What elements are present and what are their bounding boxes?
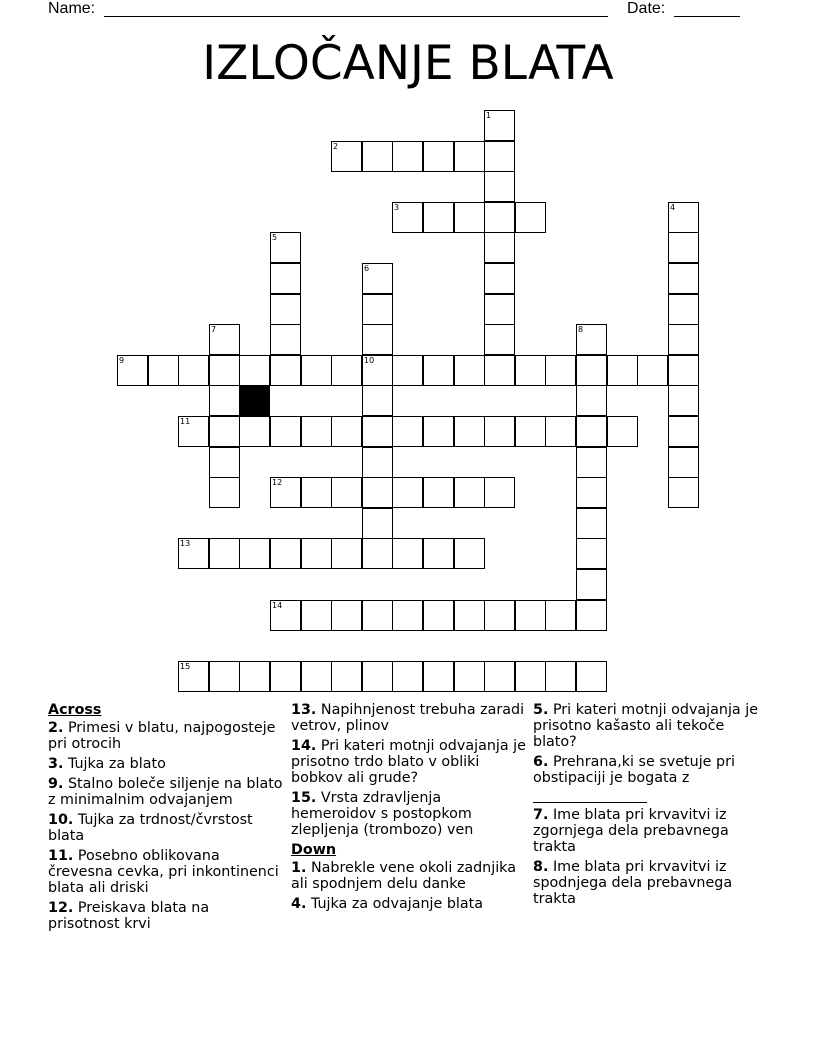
grid-black-cell xyxy=(239,385,270,416)
clue-number-3: 3 xyxy=(394,203,400,212)
grid-cell[interactable] xyxy=(515,355,546,386)
grid-cell[interactable] xyxy=(545,416,576,447)
grid-cell[interactable] xyxy=(392,600,423,631)
clue-across-14: 14. Pri kateri motnji odvajanja je prisotno trdo blato v obliki bobkov ali grude? xyxy=(291,738,526,786)
grid-cell[interactable] xyxy=(362,324,393,355)
date-label: Date: xyxy=(627,0,666,17)
grid-cell[interactable] xyxy=(668,355,699,386)
clues-column-2 xyxy=(291,702,526,916)
grid-cell[interactable] xyxy=(576,477,607,508)
grid-cell[interactable] xyxy=(423,355,454,386)
clue-down-5: 5. Pri kateri motnji odvajanja je prisotno kašasto ali tekoče blato? xyxy=(533,702,759,750)
grid-cell[interactable] xyxy=(576,416,607,447)
answer-blank-line[interactable] xyxy=(533,788,647,803)
grid-cell[interactable] xyxy=(484,661,515,692)
grid-cell[interactable] xyxy=(209,416,240,447)
clues-column-1 xyxy=(48,702,283,936)
grid-cell[interactable] xyxy=(331,600,362,631)
clue-across-13: 13. Napihnjenost trebuha zaradi vetrov, plinov xyxy=(291,702,525,734)
grid-cell[interactable] xyxy=(454,355,485,386)
grid-cell[interactable] xyxy=(545,600,576,631)
grid-cell[interactable] xyxy=(301,477,332,508)
grid-cell[interactable] xyxy=(270,661,301,692)
grid-cell[interactable] xyxy=(668,385,699,416)
grid-cell[interactable] xyxy=(209,477,240,508)
clue-down-7: 7. Ime blata pri krvavitvi iz zgornjega dela prebavnega trakta xyxy=(533,807,729,855)
grid-cell[interactable] xyxy=(576,569,607,600)
grid-cell[interactable] xyxy=(270,355,301,386)
grid-cell[interactable] xyxy=(239,661,270,692)
grid-cell[interactable] xyxy=(576,538,607,569)
clue-across-9: 9. Stalno boleče siljenje na blato z minimalnim odvajanjem xyxy=(48,776,283,808)
grid-cell[interactable] xyxy=(484,171,515,202)
clue-number-1: 1 xyxy=(486,111,492,120)
clue-across-10: 10. Tujka za trdnost/čvrstost blata xyxy=(48,812,253,844)
clue-number-12: 12 xyxy=(272,478,283,487)
grid-cell[interactable] xyxy=(362,661,393,692)
clue-number-13: 13 xyxy=(180,539,191,548)
name-label: Name: xyxy=(48,0,96,17)
grid-cell[interactable] xyxy=(423,141,454,172)
grid-cell[interactable] xyxy=(209,385,240,416)
clue-across-12: 12. Preiskava blata na prisotnost krvi xyxy=(48,900,210,932)
clue-down-4: 4. Tujka za odvajanje blata xyxy=(291,896,484,912)
clue-number-8: 8 xyxy=(578,325,584,334)
grid-cell[interactable] xyxy=(362,447,393,478)
grid-cell[interactable] xyxy=(301,355,332,386)
grid-cell[interactable] xyxy=(668,232,699,263)
grid-cell[interactable] xyxy=(392,477,423,508)
grid-cell[interactable] xyxy=(484,202,515,233)
clue-number-2: 2 xyxy=(333,142,339,151)
clue-number-5: 5 xyxy=(272,233,278,242)
grid-cell[interactable] xyxy=(392,141,423,172)
grid-cell[interactable] xyxy=(239,355,270,386)
grid-cell[interactable] xyxy=(484,324,515,355)
grid-cell[interactable] xyxy=(148,355,179,386)
grid-cell[interactable] xyxy=(209,355,240,386)
clue-across-3: 3. Tujka za blato xyxy=(48,756,166,772)
grid-cell[interactable] xyxy=(484,355,515,386)
grid-cell[interactable] xyxy=(331,538,362,569)
grid-cell[interactable] xyxy=(607,416,638,447)
grid-cell[interactable] xyxy=(423,202,454,233)
grid-cell[interactable] xyxy=(454,600,485,631)
grid-cell[interactable] xyxy=(209,538,240,569)
grid-cell[interactable] xyxy=(423,600,454,631)
clue-number-10: 10 xyxy=(364,356,375,365)
grid-cell[interactable] xyxy=(454,661,485,692)
grid-cell[interactable] xyxy=(576,355,607,386)
grid-cell[interactable] xyxy=(576,385,607,416)
grid-cell[interactable] xyxy=(301,600,332,631)
grid-cell[interactable] xyxy=(301,661,332,692)
grid-cell[interactable] xyxy=(637,355,668,386)
grid-cell[interactable] xyxy=(178,355,209,386)
grid-cell[interactable] xyxy=(239,538,270,569)
grid-cell[interactable] xyxy=(668,324,699,355)
clue-down-6: 6. Prehrana,ki se svetuje pri obstipaciji je bogata z xyxy=(533,754,768,803)
grid-cell[interactable] xyxy=(331,355,362,386)
grid-cell[interactable] xyxy=(331,416,362,447)
grid-cell[interactable] xyxy=(668,294,699,325)
grid-cell[interactable] xyxy=(423,477,454,508)
grid-cell[interactable] xyxy=(454,416,485,447)
grid-cell[interactable] xyxy=(484,232,515,263)
grid-cell[interactable] xyxy=(392,355,423,386)
grid-cell[interactable] xyxy=(668,263,699,294)
grid-cell[interactable] xyxy=(331,477,362,508)
grid-cell[interactable] xyxy=(576,661,607,692)
grid-cell[interactable] xyxy=(484,416,515,447)
grid-cell[interactable] xyxy=(484,294,515,325)
grid-cell[interactable] xyxy=(301,538,332,569)
clue-number-4: 4 xyxy=(670,203,676,212)
grid-cell[interactable] xyxy=(545,355,576,386)
grid-cell[interactable] xyxy=(576,508,607,539)
grid-cell[interactable] xyxy=(331,661,362,692)
grid-cell[interactable] xyxy=(270,294,301,325)
grid-cell[interactable] xyxy=(362,477,393,508)
grid-cell[interactable] xyxy=(392,538,423,569)
grid-cell[interactable] xyxy=(454,477,485,508)
grid-cell[interactable] xyxy=(239,416,270,447)
clue-across-15: 15. Vrsta zdravljenja hemeroidov s postopkom zlepljenja (trombozo) ven xyxy=(291,790,474,838)
grid-cell[interactable] xyxy=(484,263,515,294)
grid-cell[interactable] xyxy=(515,600,546,631)
grid-cell[interactable] xyxy=(301,416,332,447)
down-heading: Down xyxy=(291,842,337,858)
page-title: IZLOČANJE BLATA xyxy=(202,36,614,91)
clue-number-14: 14 xyxy=(272,601,283,610)
grid-cell[interactable] xyxy=(362,141,393,172)
clue-number-9: 9 xyxy=(119,356,125,365)
grid-cell[interactable] xyxy=(607,355,638,386)
grid-cell[interactable] xyxy=(668,447,699,478)
clue-down-8: 8. Ime blata pri krvavitvi iz spodnjega dela prebavnega trakta xyxy=(533,859,733,907)
grid-cell[interactable] xyxy=(484,600,515,631)
clue-number-6: 6 xyxy=(364,264,370,273)
grid-cell[interactable] xyxy=(362,600,393,631)
grid-cell[interactable] xyxy=(392,661,423,692)
grid-cell[interactable] xyxy=(576,447,607,478)
grid-cell[interactable] xyxy=(545,661,576,692)
grid-cell[interactable] xyxy=(454,202,485,233)
grid-cell[interactable] xyxy=(423,416,454,447)
grid-cell[interactable] xyxy=(270,416,301,447)
clue-across-2: 2. Primesi v blatu, najpogosteje pri otrocih xyxy=(48,720,276,752)
grid-cell[interactable] xyxy=(362,538,393,569)
grid-cell[interactable] xyxy=(668,477,699,508)
grid-cell[interactable] xyxy=(209,661,240,692)
grid-cell[interactable] xyxy=(362,294,393,325)
grid-cell[interactable] xyxy=(423,661,454,692)
grid-cell[interactable] xyxy=(515,661,546,692)
clue-number-7: 7 xyxy=(211,325,217,334)
clues-column-3 xyxy=(533,702,768,911)
grid-cell[interactable] xyxy=(362,385,393,416)
grid-cell[interactable] xyxy=(576,600,607,631)
grid-cell[interactable] xyxy=(454,141,485,172)
grid-cell[interactable] xyxy=(392,416,423,447)
grid-cell[interactable] xyxy=(270,538,301,569)
grid-cell[interactable] xyxy=(668,416,699,447)
grid-cell[interactable] xyxy=(423,538,454,569)
clue-down-1: 1. Nabrekle vene okoli zadnjika ali spodnjem delu danke xyxy=(291,860,516,892)
clue-number-15: 15 xyxy=(180,662,191,671)
grid-cell[interactable] xyxy=(484,141,515,172)
grid-cell[interactable] xyxy=(484,477,515,508)
grid-cell[interactable] xyxy=(515,202,546,233)
grid-cell[interactable] xyxy=(515,416,546,447)
grid-cell[interactable] xyxy=(270,324,301,355)
grid-cell[interactable] xyxy=(454,538,485,569)
grid-cell[interactable] xyxy=(209,447,240,478)
clue-number-11: 11 xyxy=(180,417,191,426)
grid-cell[interactable] xyxy=(270,263,301,294)
across-heading: Across xyxy=(48,702,102,718)
grid-cell[interactable] xyxy=(362,508,393,539)
grid-cell[interactable] xyxy=(362,416,393,447)
clue-across-11: 11. Posebno oblikovana črevesna cevka, pri inkontinenci blata ali driski xyxy=(48,848,279,896)
